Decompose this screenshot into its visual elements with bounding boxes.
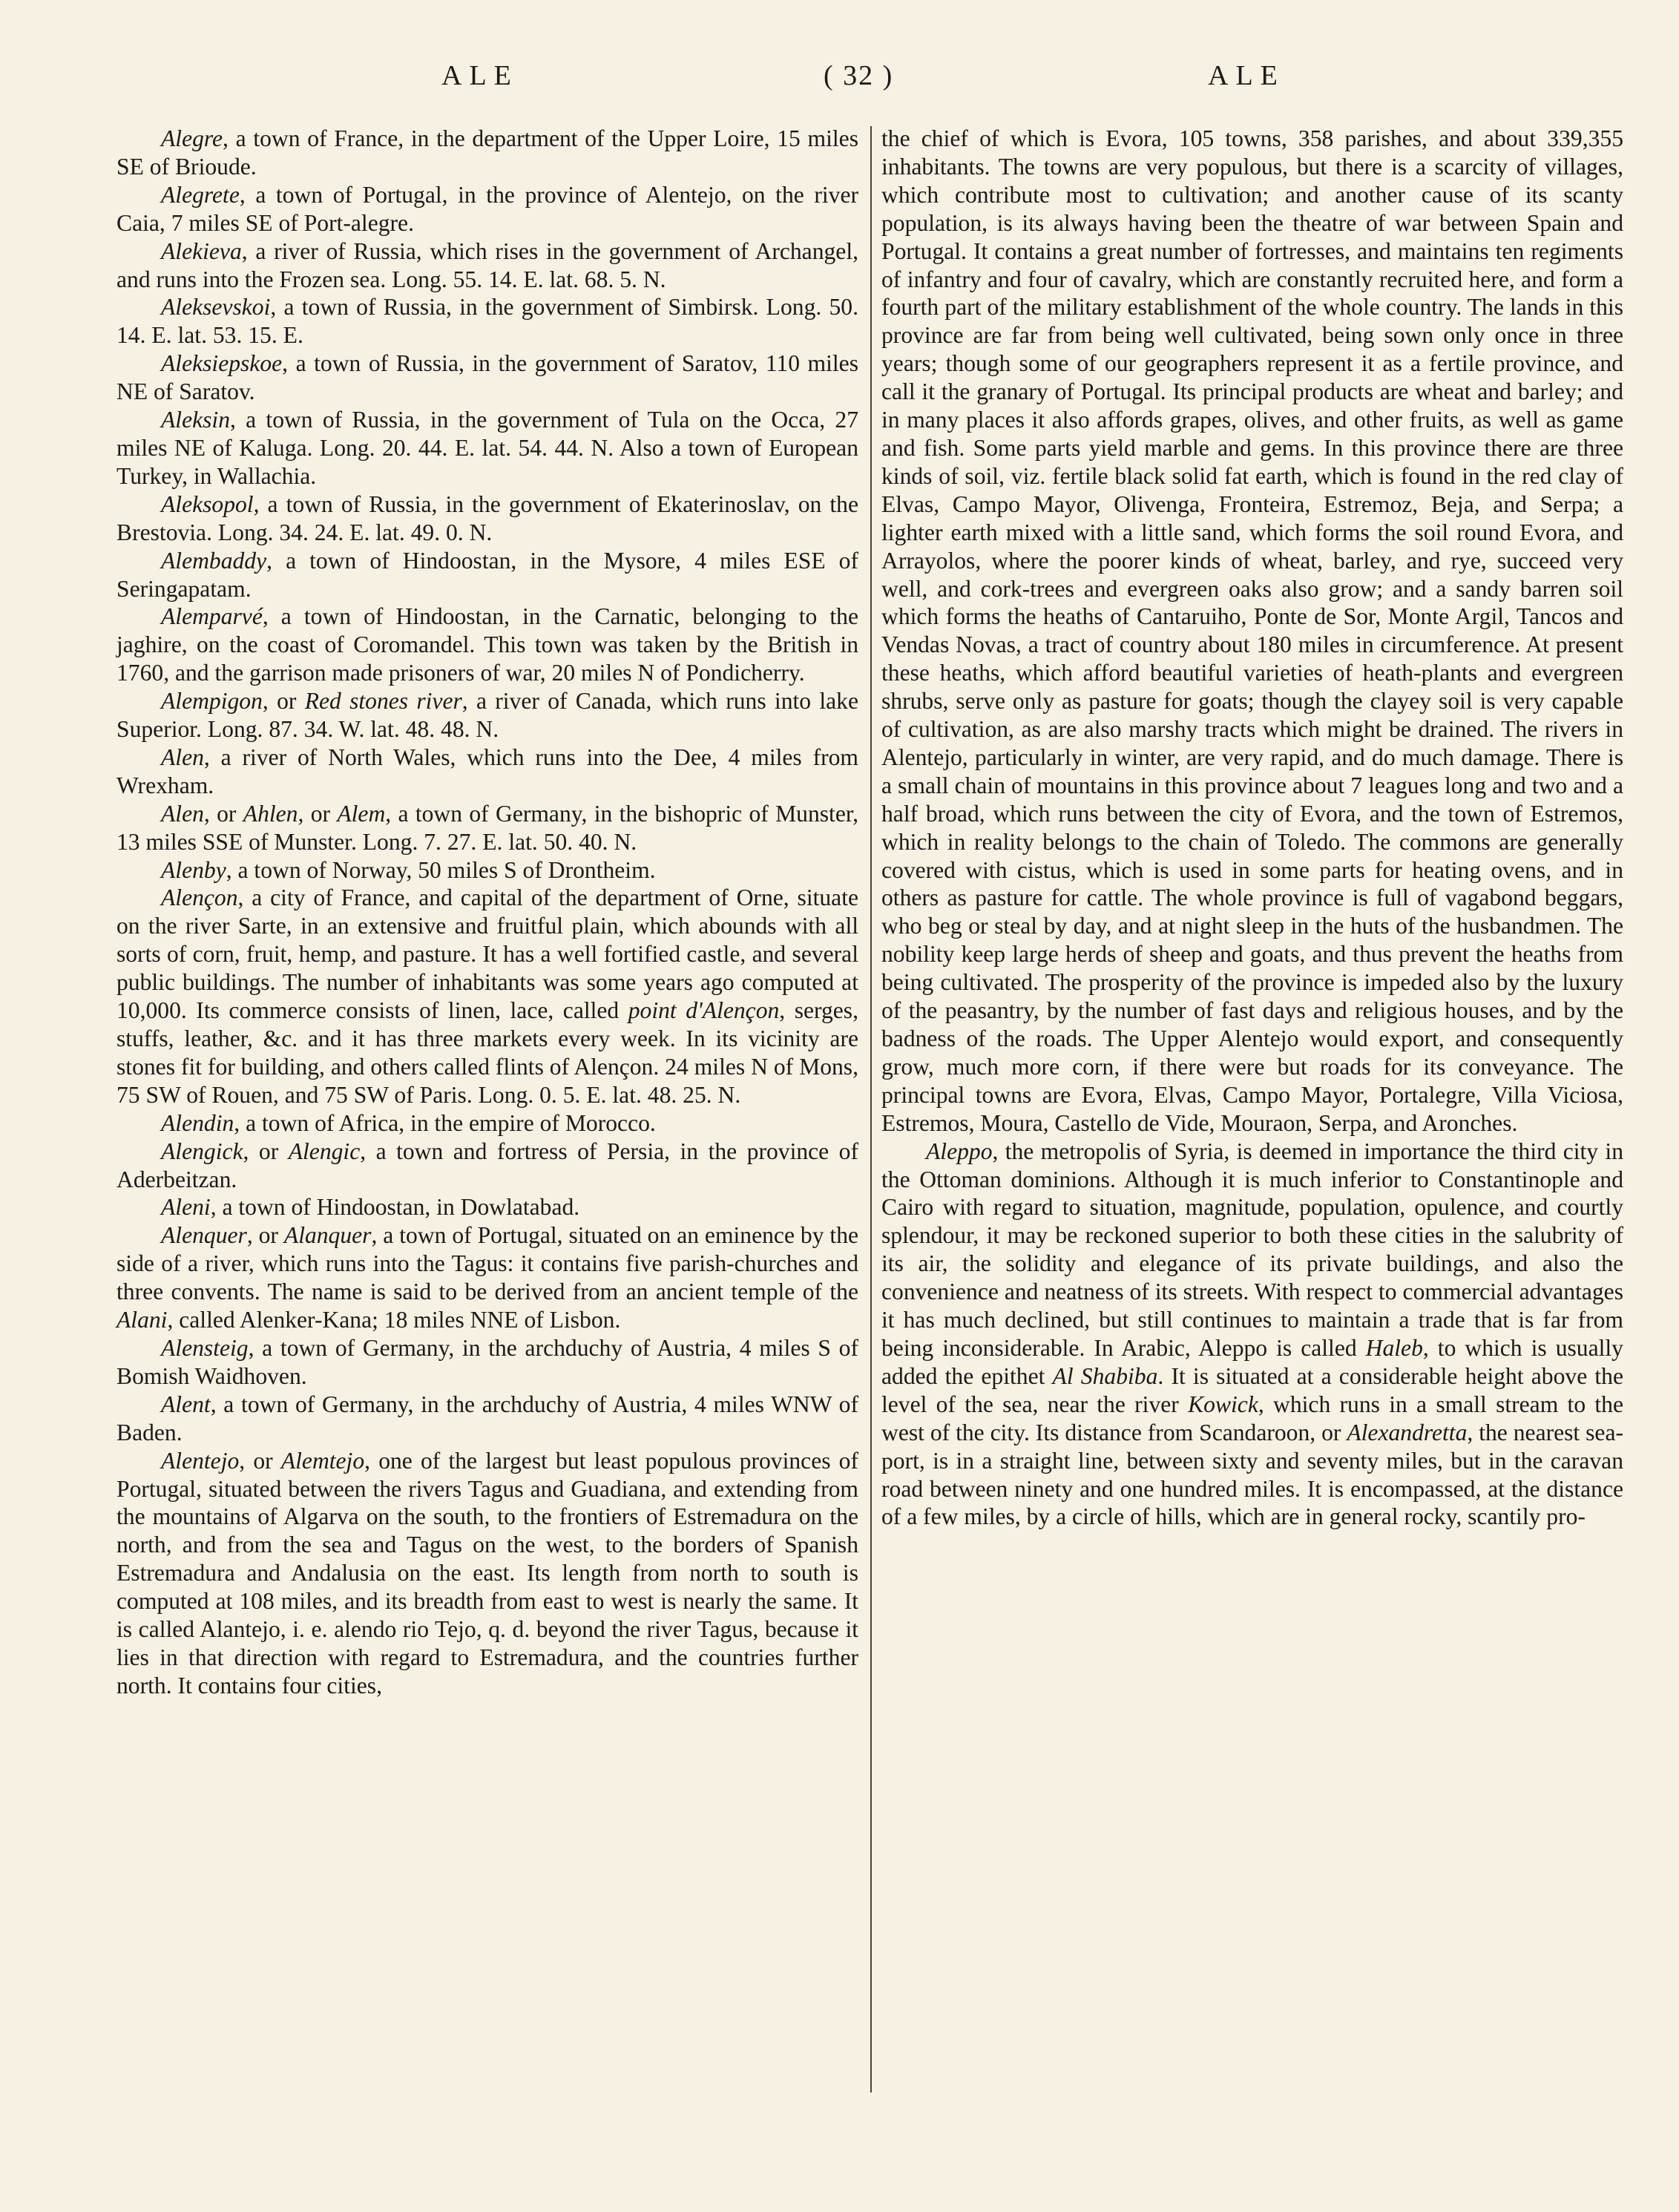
- entry: [116, 744, 858, 800]
- page-number: ( 32 ): [824, 60, 894, 91]
- headword: Aleksin: [161, 407, 230, 433]
- headword: Alembaddy: [161, 547, 267, 574]
- entry: [116, 490, 858, 547]
- entry-text: , which runs in a small stream to the west of the city. Its distance from Scandaroon, or: [881, 1391, 1623, 1445]
- headword: Alentejo: [161, 1447, 240, 1474]
- entry: [116, 406, 858, 490]
- entry: [116, 1193, 858, 1221]
- entry: [116, 349, 858, 406]
- entry-text: . It is situated at a considerable height above the level of the sea, near the river: [881, 1362, 1623, 1417]
- headword: Alegre: [161, 125, 223, 151]
- entry-text: , a town of Portugal, situated on an eminence by the side of a river, which runs into the Tagus: it contains five parish-churches and three convents. The name is said to be derived from an ancient temple of the: [116, 1222, 859, 1305]
- italic-term: Kowick: [1188, 1391, 1258, 1417]
- headword: Alenquer: [161, 1222, 247, 1249]
- italic-term: Alemtejo: [280, 1447, 365, 1474]
- entry: [116, 603, 858, 687]
- right-column: [881, 125, 1623, 1531]
- entry: [116, 547, 858, 603]
- entry: [116, 293, 858, 349]
- entry: [116, 1138, 858, 1194]
- italic-term: Red stones river: [304, 688, 462, 715]
- running-header: [0, 59, 1679, 104]
- entry-text: , or: [203, 800, 243, 827]
- entry-text: the chief of which is Evora, 105 towns, 358 parishes, and about 339,355 inhabitants. The towns are very populous, but there is a scarcity of villages, which contribute most to cultivation; and another cause of its scanty population, is its always having been the theatre of war between Spain and Portugal. It contains a great number of fortresses, and maintains ten regiments of infantry and four of cavalry, which are constantly recruited here, and form a fourth part of the military establishment of the whole country. The lands in this province are far from being well cultivated, being sown only once in three years; though some of our geographers represent it as a fertile province, and call it the granary of Portugal. Its principal products are wheat and barley; and in many places it also affords grapes, olives, and other fruits, as well as game and fish. Some parts yield marble and gems. In this province there are three kinds of soil, viz. fertile black solid fat earth, which is found in the red clay of Elvas, Campo Mayor, Olivenga, Fronteira, Estremoz, Beja, and Serpa; a lighter earth mixed with a little sand, which forms the soil round Evora, and Arrayolos, where the poorer kinds of wheat, barley, and rye, succeed very well, and cork-trees and evergreen oaks also grow; and a sandy barren soil which forms the heaths of Cantaruiho, Ponte de Sor, Monte Argil, Tancos and Vendas Novas, a tract of country about 180 miles in circumference. At present these heaths, which afford beautiful varieties of heath-plants and evergreen shrubs, serve only as pasture for goats; though the clayey soil is very capable of cultivation, as are also marshy tracts which might be drained. The rivers in Alentejo, particularly in winter, are very rapid, and do much damage. There is a small chain of mountains in this province about 7 leagues long and two and a half broad, which runs between the city of Evora, and the town of Estremos, which in reality belongs to the chain of Toledo. The commons are generally covered with cistus, which is used in some parts for heating ovens, and in others as pasture for cattle. The whole province is full of vagabond beggars, who beg or steal by day, and at night sleep in the huts of the husbandmen. The nobility keep large herds of sheep and goats, and thus prevent the heaths from being cultivated. The prosperity of the province is impeded also by the luxury of the peasantry, by the number of fast days and religious houses, and by the badness of the roads. The Upper Alentejo would export, and consequently grow, much more corn, if there were but roads for its conveyance. The principal towns are Evora, Elvas, Campo Mayor, Portalegre, Villa Viciosa, Estremos, Moura, Castello de Vide, Mouraon, Serpa, and Aronches.: [881, 125, 1623, 1136]
- entry-text: , a town of Russia, in the government of Simbirsk. Long. 50. 14. E. lat. 53. 15. E.: [116, 294, 858, 349]
- italic-term: Alexandretta: [1347, 1419, 1468, 1445]
- entry: [116, 1391, 858, 1447]
- headword: Alempigon: [161, 688, 263, 715]
- italic-term: Alem: [337, 800, 386, 827]
- entry-text: , called Alenker-Kana; 18 miles NNE of Lisbon.: [167, 1307, 621, 1333]
- entry: [116, 1334, 858, 1391]
- header-left-catchword: ALE: [441, 60, 519, 91]
- entry: [116, 1447, 858, 1700]
- headword: Alent: [161, 1391, 211, 1417]
- entry-text: , a town of Russia, in the government of Tula on the Occa, 27 miles NE of Kaluga. Long. 20. 44. E. lat. 54. 44. N. Also a town of European Turkey, in Wallachia.: [116, 407, 858, 489]
- entry: [116, 856, 858, 885]
- headword: Alegrete: [161, 181, 240, 208]
- headword: Aleksevskoi: [161, 294, 271, 321]
- headword: Alendin: [161, 1109, 234, 1136]
- entry-text: , or: [298, 800, 338, 827]
- headword: Aleksopol: [161, 490, 254, 517]
- entry-text: , a town of Russia, in the government of Ekaterinoslav, on the Brestovia. Long. 34. 24. E. lat. 49. 0. N.: [116, 490, 858, 545]
- entry: [116, 687, 858, 744]
- header-right-catchword: ALE: [1208, 60, 1285, 91]
- entry: [116, 884, 858, 1109]
- entry-text: , to which is usually added the epithet: [881, 1334, 1623, 1389]
- headword: Alensteig: [161, 1334, 249, 1361]
- entry-text: , a town of Russia, in the government of Saratov, 110 miles NE of Saratov.: [116, 350, 858, 405]
- entry-text: , the nearest sea-port, is in a straight line, between sixty and seventy miles, but in the caravan road between ninety and one hundred miles. It is encompassed, at the distance of a few miles, by a circle of hills, which are in general rocky, scantily pro-: [881, 1419, 1624, 1530]
- headword: Alemparvé: [161, 603, 263, 630]
- entry-text: , a town of Hindoostan, in Dowlatabad.: [210, 1194, 580, 1221]
- headword: Aleksiepskoe: [161, 350, 283, 377]
- entry-text: , a river of Russia, which rises in the government of Archangel, and runs into the Frozen sea. Long. 55. 14. E. lat. 68. 5. N.: [116, 237, 858, 292]
- headword: Alenby: [161, 856, 226, 883]
- entry-text: , a town and fortress of Persia, in the province of Aderbeitzan.: [116, 1138, 858, 1192]
- entry-text: , the metropolis of Syria, is deemed in importance the third city in the Ottoman dominions. Although it is much inferior to Constantinople and Cairo with regard to situation, magnitude, population, opulence, and courtly splendour, it may be reckoned superior to both these cities in the salubrity of its air, the solidity and elegance of its private buildings, and also the convenience and neatness of its streets. With respect to commercial advantages it has much declined, but still continues to maintain a trade that is far from being inconsiderable. In Arabic, Aleppo is called: [881, 1138, 1623, 1361]
- entry-continuation: [881, 125, 1623, 1138]
- entry-text: , a river of Canada, which runs into lake Superior. Long. 87. 34. W. lat. 48. 48. N.: [116, 688, 858, 743]
- italic-term: Alani: [116, 1307, 168, 1333]
- italic-term: Al Shabiba: [1052, 1362, 1158, 1389]
- entry-text: , a town of Norway, 50 miles S of Drontheim.: [226, 856, 656, 883]
- italic-term: Ahlen: [243, 800, 298, 827]
- headword: Aleni: [161, 1194, 211, 1221]
- column-divider: [870, 126, 872, 2093]
- headword: Aleppo: [926, 1138, 993, 1164]
- entry-text: , a river of North Wales, which runs into the Dee, 4 miles from Wrexham.: [116, 744, 858, 798]
- entry: [116, 1109, 858, 1138]
- entry-text: , one of the largest but least populous provinces of Portugal, situated between the rivers Tagus and Guadiana, and extending from the mountains of Algarva on the south, to the frontiers of Estremadura on the north, and from the sea and Tagus on the west, to the borders of Spanish Estremadura and Andalusia on the east. Its length from north to south is computed at 108 miles, and its breadth from east to west is nearly the same. It is called Alantejo, i. e. alendo rio Tejo, q. d. beyond the river Tagus, because it lies in that direction with regard to Estremadura, and the countries further north. It contains four cities,: [116, 1447, 858, 1699]
- entry-text: , serges, stuffs, leather, &c. and it has three markets every week. In its vicinity are stones fit for building, and others called flints of Alençon. 24 miles N of Mons, 75 SW of Rouen, and 75 SW of Paris. Long. 0. 5. E. lat. 48. 25. N.: [116, 997, 859, 1108]
- entry-text: , a town of France, in the department of the Upper Loire, 15 miles SE of Brioude.: [116, 125, 858, 180]
- entry-text: , a town of Germany, in the bishopric of Munster, 13 miles SSE of Munster. Long. 7. 27. E. lat. 50. 40. N.: [116, 800, 859, 855]
- entry-text: , or: [243, 1138, 289, 1164]
- headword: Alekieva: [161, 237, 242, 264]
- entry: [116, 800, 858, 856]
- headword: Alen: [161, 744, 204, 770]
- italic-term: Alengic: [288, 1138, 361, 1164]
- entry-text: , or: [239, 1447, 281, 1474]
- entry-text: , a town of Germany, in the archduchy of Austria, 4 miles WNW of Baden.: [116, 1391, 858, 1445]
- entry-text: , or: [246, 1222, 284, 1249]
- entry-text: , a town of Hindoostan, in the Mysore, 4 miles ESE of Seringapatam.: [116, 547, 858, 602]
- entry-text: , a city of France, and capital of the department of Orne, situate on the river Sarte, in an extensive and fruitful plain, which abounds with all sorts of corn, fruit, hemp, and pasture. It has a well fortified castle, and several public buildings. The number of inhabitants was some years ago computed at 10,000. Its commerce consists of linen, lace, called: [116, 885, 858, 1024]
- headword: Alengick: [161, 1138, 243, 1164]
- italic-term: Haleb: [1365, 1334, 1423, 1361]
- entry-text: , a town of Hindoostan, in the Carnatic, belonging to the jaghire, on the coast of Coromandel. This town was taken by the British in 1760, and the garrison made prisoners of war, 20 miles N of Pondicherry.: [116, 603, 858, 686]
- headword: Alen: [161, 800, 204, 827]
- italic-term: Alanquer: [283, 1222, 372, 1249]
- italic-term: point d'Alençon: [628, 997, 780, 1024]
- entry-text: , a town of Germany, in the archduchy of Austria, 4 miles S of Bomish Waidhoven.: [116, 1334, 858, 1389]
- entry: [116, 1221, 858, 1334]
- left-column: [116, 125, 858, 1700]
- headword: Alençon: [161, 885, 238, 911]
- entry: [116, 237, 858, 294]
- entry-text: , or: [262, 688, 305, 715]
- entry-text: , a town of Portugal, in the province of Alentejo, on the river Caia, 7 miles SE of Port-alegre.: [116, 181, 858, 236]
- entry: [116, 125, 858, 181]
- entry: [881, 1138, 1623, 1532]
- entry-text: , a town of Africa, in the empire of Morocco.: [234, 1109, 656, 1136]
- entry: [116, 181, 858, 237]
